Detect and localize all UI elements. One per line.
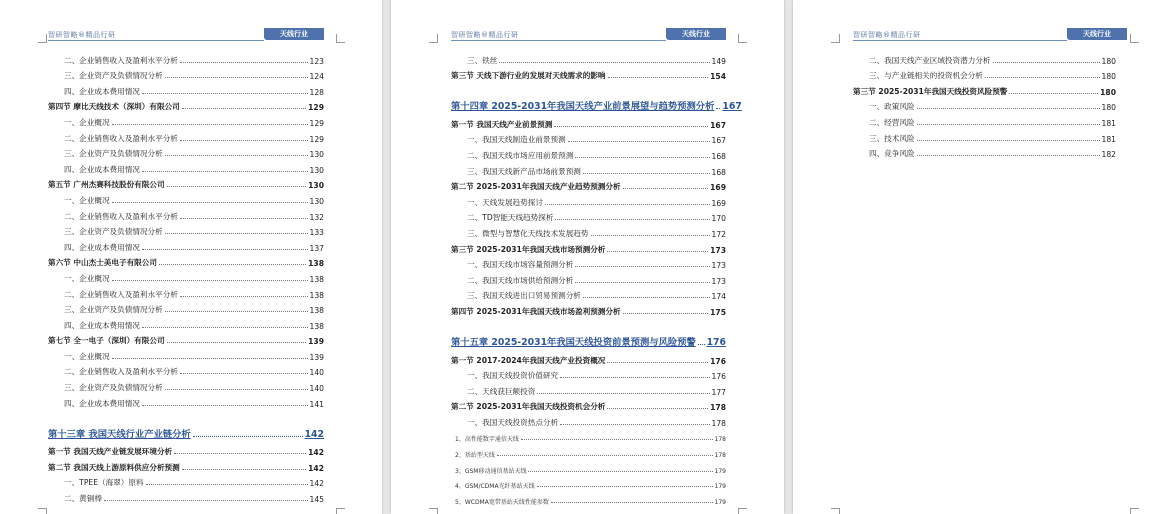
toc-entry-title: 三、我国天线新产品市场前景预测 — [467, 166, 581, 176]
toc-dot-leader — [167, 342, 307, 343]
crop-mark — [1130, 508, 1139, 514]
toc-page-number: 168 — [711, 151, 726, 161]
toc-page-number: 168 — [711, 167, 726, 177]
toc-page-number: 123 — [309, 56, 324, 66]
toc-subsection-link[interactable] — [48, 237, 324, 253]
toc-item-link[interactable] — [451, 459, 726, 475]
toc-dot-leader — [583, 297, 710, 298]
toc-page-number: 133 — [309, 228, 324, 238]
toc-page-number: 130 — [309, 196, 324, 206]
toc-dot-leader — [607, 251, 708, 252]
toc-subsection-link[interactable] — [451, 223, 726, 239]
toc-dot-leader — [917, 108, 1100, 109]
toc-section-link[interactable] — [48, 442, 324, 458]
toc-entry-title: 第二节 2025-2031年我国天线投资机会分析 — [451, 402, 606, 412]
toc-page-number: 129 — [309, 134, 324, 144]
toc-dot-leader — [985, 77, 1100, 78]
toc-subsection-link[interactable] — [48, 393, 324, 409]
toc-entry-title: 四、竞争风险 — [869, 149, 915, 159]
toc-entry-title: 一、政策风险 — [869, 102, 915, 112]
page-header — [48, 28, 324, 43]
toc-section-link[interactable] — [451, 301, 726, 317]
toc-page-number: 173 — [711, 276, 726, 286]
toc-entry-title: 2、基站型天线 — [455, 452, 495, 460]
toc-page-number: 167 — [711, 136, 726, 146]
toc-entry-title: 二、我国天线产业区域投资潜力分析 — [869, 55, 991, 65]
toc-item-link[interactable] — [451, 428, 726, 444]
toc-section-link[interactable] — [48, 331, 324, 347]
toc-section-link[interactable] — [48, 457, 324, 473]
toc-subsection-link[interactable] — [451, 161, 726, 177]
toc-entry-title: 3、GSM移动通信基站天线 — [455, 467, 527, 475]
header-tag: 天线行业 — [666, 28, 726, 40]
toc-page-number: 140 — [309, 384, 324, 394]
toc-page-number: 181 — [1101, 118, 1116, 128]
toc-page-number: 138 — [309, 306, 324, 316]
toc-entry-title: 二、天线获巨额投资 — [467, 386, 536, 396]
toc-list — [451, 50, 742, 506]
toc-page-number: 181 — [1101, 134, 1116, 144]
document-page-1[interactable] — [0, 0, 382, 514]
toc-dot-leader — [142, 405, 308, 406]
toc-subsection-link[interactable] — [451, 208, 726, 224]
toc-page-number: 142 — [308, 448, 324, 458]
toc-page-number: 149 — [711, 56, 726, 66]
toc-entry-title: 第三节 天线下游行业的发展对天线需求的影响 — [451, 71, 606, 81]
toc-entry-title: 一、我国天线制造业前景预测 — [467, 135, 566, 145]
toc-page-number: 177 — [711, 387, 726, 397]
toc-subsection-link[interactable] — [853, 144, 1116, 160]
toc-subsection-link[interactable] — [853, 97, 1116, 113]
toc-subsection-link[interactable] — [451, 130, 726, 146]
toc-page-number: 179 — [714, 483, 726, 491]
toc-page-number: 138 — [308, 259, 324, 269]
toc-subsection-link[interactable] — [451, 366, 726, 382]
toc-page-number: 178 — [714, 436, 726, 444]
toc-gap — [451, 317, 726, 324]
header-tag: 天线行业 — [264, 28, 324, 40]
toc-page-number: 130 — [309, 165, 324, 175]
toc-entry-title: 第一节 我国天线产业前景预测 — [451, 119, 553, 129]
toc-entry-title: 一、我国天线市场容量预测分析 — [467, 260, 574, 270]
toc-page-number: 128 — [309, 87, 324, 97]
toc-section-link[interactable] — [451, 397, 726, 413]
toc-entry-title: 三、企业资产及负债情况分析 — [64, 383, 163, 393]
toc-dot-leader — [182, 469, 306, 470]
toc-page-number: 173 — [711, 261, 726, 271]
toc-entry-title: 第三节 2025-2031年我国天线投资风险预警 — [853, 86, 1008, 96]
header-brand: 智研智略®精品行研 — [48, 31, 116, 39]
toc-subsection-link[interactable] — [853, 50, 1116, 66]
toc-dot-leader — [993, 62, 1100, 63]
toc-page-number: 140 — [309, 368, 324, 378]
crop-mark — [1130, 34, 1139, 43]
toc-dot-leader — [528, 471, 712, 472]
toc-entry-title: 四、企业成本费用情况 — [64, 164, 140, 174]
toc-subsection-link[interactable] — [853, 128, 1116, 144]
toc-subsection-link[interactable] — [48, 50, 324, 66]
toc-page-number: 130 — [308, 181, 324, 191]
toc-subsection-link[interactable] — [48, 268, 324, 284]
toc-entry-title: 1、高性能数字通信天线 — [455, 436, 519, 444]
toc-item-link[interactable] — [451, 475, 726, 491]
document-page-3[interactable] — [793, 0, 1176, 514]
crop-mark — [38, 508, 47, 514]
toc-entry-title: 三、企业资产及负债情况分析 — [64, 227, 163, 237]
toc-section-link[interactable] — [451, 114, 726, 130]
toc-page-number: 138 — [309, 290, 324, 300]
toc-subsection-link[interactable] — [48, 473, 324, 489]
toc-dot-leader — [193, 436, 303, 437]
toc-page-number: 129 — [309, 118, 324, 128]
toc-entry-title: 三、企业资产及负债情况分析 — [64, 305, 163, 315]
toc-page-number: 174 — [711, 292, 726, 302]
toc-dot-leader — [568, 141, 710, 142]
toc-entry-title: 5、WCDMA宽带基站天线性能参数 — [455, 498, 549, 506]
toc-page-number: 180 — [1101, 103, 1116, 113]
toc-subsection-link[interactable] — [451, 381, 726, 397]
toc-entry-title: 第一节 2017-2024年我国天线产业投资概况 — [451, 355, 606, 365]
toc-page-number: 176 — [711, 372, 726, 382]
toc-entry-title: 二、黄铜棒 — [64, 494, 102, 504]
toc-subsection-link[interactable] — [451, 50, 726, 66]
toc-page-number: 130 — [309, 150, 324, 160]
toc-subsection-link[interactable] — [48, 362, 324, 378]
toc-entry-title: 一、TPEE（海翠）原料 — [64, 478, 144, 488]
toc-item-link[interactable] — [451, 443, 726, 459]
toc-page-number: 167 — [722, 101, 742, 113]
toc-entry-title: 一、企业概况 — [64, 273, 110, 283]
toc-dot-leader — [917, 124, 1100, 125]
toc-subsection-link[interactable] — [48, 300, 324, 316]
toc-subsection-link[interactable] — [48, 66, 324, 82]
page-header — [853, 28, 1127, 43]
toc-entry-title: 三、微型与智慧化天线技术发展趋势 — [467, 228, 589, 238]
toc-subsection-link[interactable] — [451, 192, 726, 208]
toc-page-number: 178 — [711, 418, 726, 428]
toc-list — [48, 50, 324, 504]
toc-entry-title: 第三节 2025-2031年我国天线市场预测分析 — [451, 244, 606, 254]
header-rule — [451, 40, 666, 41]
toc-entry-title: 一、企业概况 — [64, 117, 110, 127]
toc-subsection-link[interactable] — [48, 81, 324, 97]
crop-mark — [336, 508, 345, 514]
toc-entry-title: 4、GSM/CDMA光纤基站天线 — [455, 483, 535, 491]
toc-page-number: 172 — [711, 229, 726, 239]
toc-subsection-link[interactable] — [48, 206, 324, 222]
toc-entry-title: 二、企业销售收入及盈利水平分析 — [64, 211, 178, 221]
document-page-2[interactable] — [391, 0, 784, 514]
toc-page-number: 137 — [309, 243, 324, 253]
toc-dot-leader — [537, 486, 713, 487]
toc-dot-leader — [560, 377, 709, 378]
header-rule — [853, 40, 1067, 41]
toc-entry-title: 三、我国天线进出口贸易预测分析 — [467, 291, 581, 301]
toc-subsection-link[interactable] — [48, 377, 324, 393]
toc-subsection-link[interactable] — [451, 270, 726, 286]
crop-mark — [738, 34, 747, 43]
toc-subsection-link[interactable] — [48, 190, 324, 206]
toc-page-number: 176 — [710, 356, 726, 366]
toc-entry-title: 四、企业成本费用情况 — [64, 398, 140, 408]
toc-dot-leader — [142, 249, 308, 250]
toc-section-link[interactable] — [853, 81, 1116, 97]
toc-dot-leader — [174, 453, 306, 454]
toc-dot-leader — [623, 188, 709, 189]
toc-entry-title: 第一节 我国天线产业链发展环境分析 — [48, 447, 173, 457]
header-rule — [48, 40, 264, 41]
toc-dot-leader — [182, 108, 306, 109]
toc-entry-title: 第十三章 我国天线行业产业链分析 — [48, 428, 191, 440]
toc-entry-title: 三、企业资产及负债情况分析 — [64, 71, 163, 81]
toc-entry-title: 一、天线发展趋势探讨 — [467, 197, 543, 207]
crop-mark — [831, 508, 840, 514]
toc-page-number: 139 — [308, 337, 324, 347]
toc-page-number: 145 — [309, 495, 324, 505]
toc-entry-title: 三、技术风险 — [869, 133, 915, 143]
toc-section-link[interactable] — [48, 97, 324, 113]
toc-entry-title: 二、我国天线市场应用前景预测 — [467, 150, 574, 160]
toc-dot-leader — [180, 218, 308, 219]
crop-mark — [336, 34, 345, 43]
toc-dot-leader — [551, 502, 713, 503]
toc-section-link[interactable] — [451, 66, 726, 82]
toc-dot-leader — [607, 362, 708, 363]
toc-entry-title: 二、经营风险 — [869, 117, 915, 127]
toc-page-number: 141 — [309, 399, 324, 409]
toc-dot-leader — [142, 327, 308, 328]
toc-entry-title: 二、企业销售收入及盈利水平分析 — [64, 133, 178, 143]
toc-subsection-link[interactable] — [451, 286, 726, 302]
toc-dot-leader — [583, 173, 710, 174]
toc-dot-leader — [112, 124, 308, 125]
toc-dot-leader — [180, 296, 308, 297]
toc-subsection-link[interactable] — [48, 346, 324, 362]
toc-dot-leader — [698, 344, 705, 345]
toc-page-number: 169 — [711, 198, 726, 208]
toc-page-number: 154 — [710, 72, 726, 82]
toc-dot-leader — [165, 155, 308, 156]
toc-entry-title: 三、企业资产及负债情况分析 — [64, 149, 163, 159]
toc-entry-title: 第七节 全一电子（深圳）有限公司 — [48, 336, 165, 346]
toc-subsection-link[interactable] — [451, 255, 726, 271]
crop-mark — [831, 34, 840, 43]
toc-dot-leader — [591, 235, 710, 236]
crop-mark — [38, 34, 47, 43]
toc-page-number: 139 — [309, 352, 324, 362]
toc-subsection-link[interactable] — [48, 128, 324, 144]
toc-section-link[interactable] — [451, 177, 726, 193]
toc-entry-title: 第二节 我国天线上游原料供应分析预测 — [48, 462, 180, 472]
header-tag: 天线行业 — [1067, 28, 1127, 40]
toc-section-link[interactable] — [48, 253, 324, 269]
toc-page-number: 176 — [706, 336, 726, 348]
toc-page-number: 138 — [309, 321, 324, 331]
toc-page-number: 175 — [710, 307, 726, 317]
page-header — [451, 28, 726, 43]
toc-dot-leader — [521, 439, 713, 440]
crop-mark — [738, 508, 747, 514]
toc-entry-title: 四、企业成本费用情况 — [64, 86, 140, 96]
toc-page-number: 124 — [309, 72, 324, 82]
toc-page-number: 182 — [1101, 150, 1116, 160]
toc-dot-leader — [112, 202, 308, 203]
toc-page-number: 173 — [710, 245, 726, 255]
toc-page-number: 138 — [309, 274, 324, 284]
toc-dot-leader — [142, 93, 308, 94]
toc-dot-leader — [607, 408, 708, 409]
toc-page-number: 180 — [1101, 72, 1116, 82]
header-brand: 智研智略®精品行研 — [853, 31, 921, 39]
toc-subsection-link[interactable] — [48, 284, 324, 300]
toc-section-link[interactable] — [451, 239, 726, 255]
toc-page-number: 180 — [1101, 56, 1116, 66]
toc-entry-title: 二、企业销售收入及盈利水平分析 — [64, 367, 178, 377]
toc-page-number: 178 — [710, 403, 726, 413]
toc-dot-leader — [575, 282, 709, 283]
toc-entry-title: 一、我国天线投资热点分析 — [467, 417, 559, 427]
toc-list — [853, 50, 1116, 159]
toc-entry-title: 一、企业概况 — [64, 351, 110, 361]
toc-entry-title: 三、铁丝 — [467, 55, 498, 65]
toc-item-link[interactable] — [451, 490, 726, 506]
toc-dot-leader — [142, 171, 308, 172]
toc-subsection-link[interactable] — [853, 66, 1116, 82]
toc-dot-leader — [112, 280, 308, 281]
crop-mark — [429, 508, 438, 514]
toc-page-number: 132 — [309, 212, 324, 222]
toc-page-number: 178 — [714, 452, 726, 460]
toc-dot-leader — [167, 186, 307, 187]
toc-dot-leader — [560, 424, 709, 425]
toc-entry-title: 二、TD智能天线趋势探析 — [467, 213, 554, 223]
toc-page-number: 142 — [304, 428, 324, 440]
toc-dot-leader — [555, 219, 709, 220]
toc-dot-leader — [917, 155, 1100, 156]
toc-entry-title: 一、我国天线投资价值研究 — [467, 371, 559, 381]
toc-dot-leader — [165, 77, 308, 78]
toc-subsection-link[interactable] — [48, 144, 324, 160]
toc-entry-title: 四、企业成本费用情况 — [64, 320, 140, 330]
toc-subsection-link[interactable] — [48, 488, 324, 504]
toc-entry-title: 四、企业成本费用情况 — [64, 242, 140, 252]
toc-dot-leader — [575, 266, 709, 267]
toc-gap — [451, 81, 726, 88]
toc-subsection-link[interactable] — [451, 145, 726, 161]
toc-subsection-link[interactable] — [48, 159, 324, 175]
toc-dot-leader — [554, 126, 708, 127]
toc-page-number: 179 — [714, 498, 726, 506]
toc-dot-leader — [545, 204, 710, 205]
toc-entry-title: 二、企业销售收入及盈利水平分析 — [64, 55, 178, 65]
toc-dot-leader — [104, 500, 308, 501]
toc-dot-leader — [180, 62, 308, 63]
toc-subsection-link[interactable] — [48, 112, 324, 128]
toc-page-number: 170 — [711, 214, 726, 224]
toc-section-link[interactable] — [451, 350, 726, 366]
toc-entry-title: 一、企业概况 — [64, 195, 110, 205]
toc-dot-leader — [165, 233, 308, 234]
toc-entry-title: 第十四章 2025-2031年我国天线产业前景展望与趋势预测分析 — [451, 101, 715, 113]
toc-dot-leader — [716, 108, 720, 109]
toc-dot-leader — [537, 393, 709, 394]
toc-entry-title: 第四节 2025-2031年我国天线市场盈利预测分析 — [451, 306, 621, 316]
toc-page-number: 179 — [714, 467, 726, 475]
toc-dot-leader — [917, 140, 1100, 141]
header-brand: 智研智略®精品行研 — [451, 31, 519, 39]
toc-page-number: 142 — [308, 463, 324, 473]
toc-section-link[interactable] — [48, 175, 324, 191]
toc-page-number: 129 — [308, 103, 324, 113]
toc-dot-leader — [112, 358, 308, 359]
toc-subsection-link[interactable] — [853, 112, 1116, 128]
toc-dot-leader — [146, 484, 308, 485]
toc-page-number: 169 — [710, 183, 726, 193]
toc-page-number: 167 — [710, 120, 726, 130]
toc-entry-title: 二、我国天线市场供给预测分析 — [467, 275, 574, 285]
crop-mark — [429, 34, 438, 43]
toc-gap — [48, 409, 324, 416]
toc-entry-title: 第四节 摩比天线技术（深圳）有限公司 — [48, 102, 180, 112]
toc-dot-leader — [159, 264, 306, 265]
toc-dot-leader — [575, 157, 709, 158]
toc-subsection-link[interactable] — [451, 412, 726, 428]
toc-subsection-link[interactable] — [48, 315, 324, 331]
toc-dot-leader — [499, 62, 709, 63]
toc-dot-leader — [180, 140, 308, 141]
toc-dot-leader — [497, 455, 713, 456]
toc-dot-leader — [1009, 93, 1098, 94]
toc-chapter-link[interactable] — [451, 324, 726, 350]
toc-entry-title: 第二节 2025-2031年我国天线产业趋势预测分析 — [451, 182, 621, 192]
toc-entry-title: 第六节 中山杰士美电子有限公司 — [48, 258, 157, 268]
toc-chapter-link[interactable] — [48, 416, 324, 442]
toc-dot-leader — [608, 77, 709, 78]
toc-subsection-link[interactable] — [48, 222, 324, 238]
toc-dot-leader — [165, 311, 308, 312]
toc-chapter-link[interactable] — [451, 88, 742, 114]
toc-page-number: 142 — [309, 479, 324, 489]
toc-entry-title: 第五节 广州杰赛科技股份有限公司 — [48, 180, 165, 190]
toc-entry-title: 三、与产业链相关的投资机会分析 — [869, 71, 983, 81]
toc-entry-title: 第十五章 2025-2031年我国天线投资前景预测与风险预警 — [451, 336, 696, 348]
toc-entry-title: 二、企业销售收入及盈利水平分析 — [64, 289, 178, 299]
toc-page-number: 180 — [1100, 87, 1116, 97]
toc-dot-leader — [623, 313, 709, 314]
toc-dot-leader — [180, 373, 308, 374]
toc-dot-leader — [165, 389, 308, 390]
